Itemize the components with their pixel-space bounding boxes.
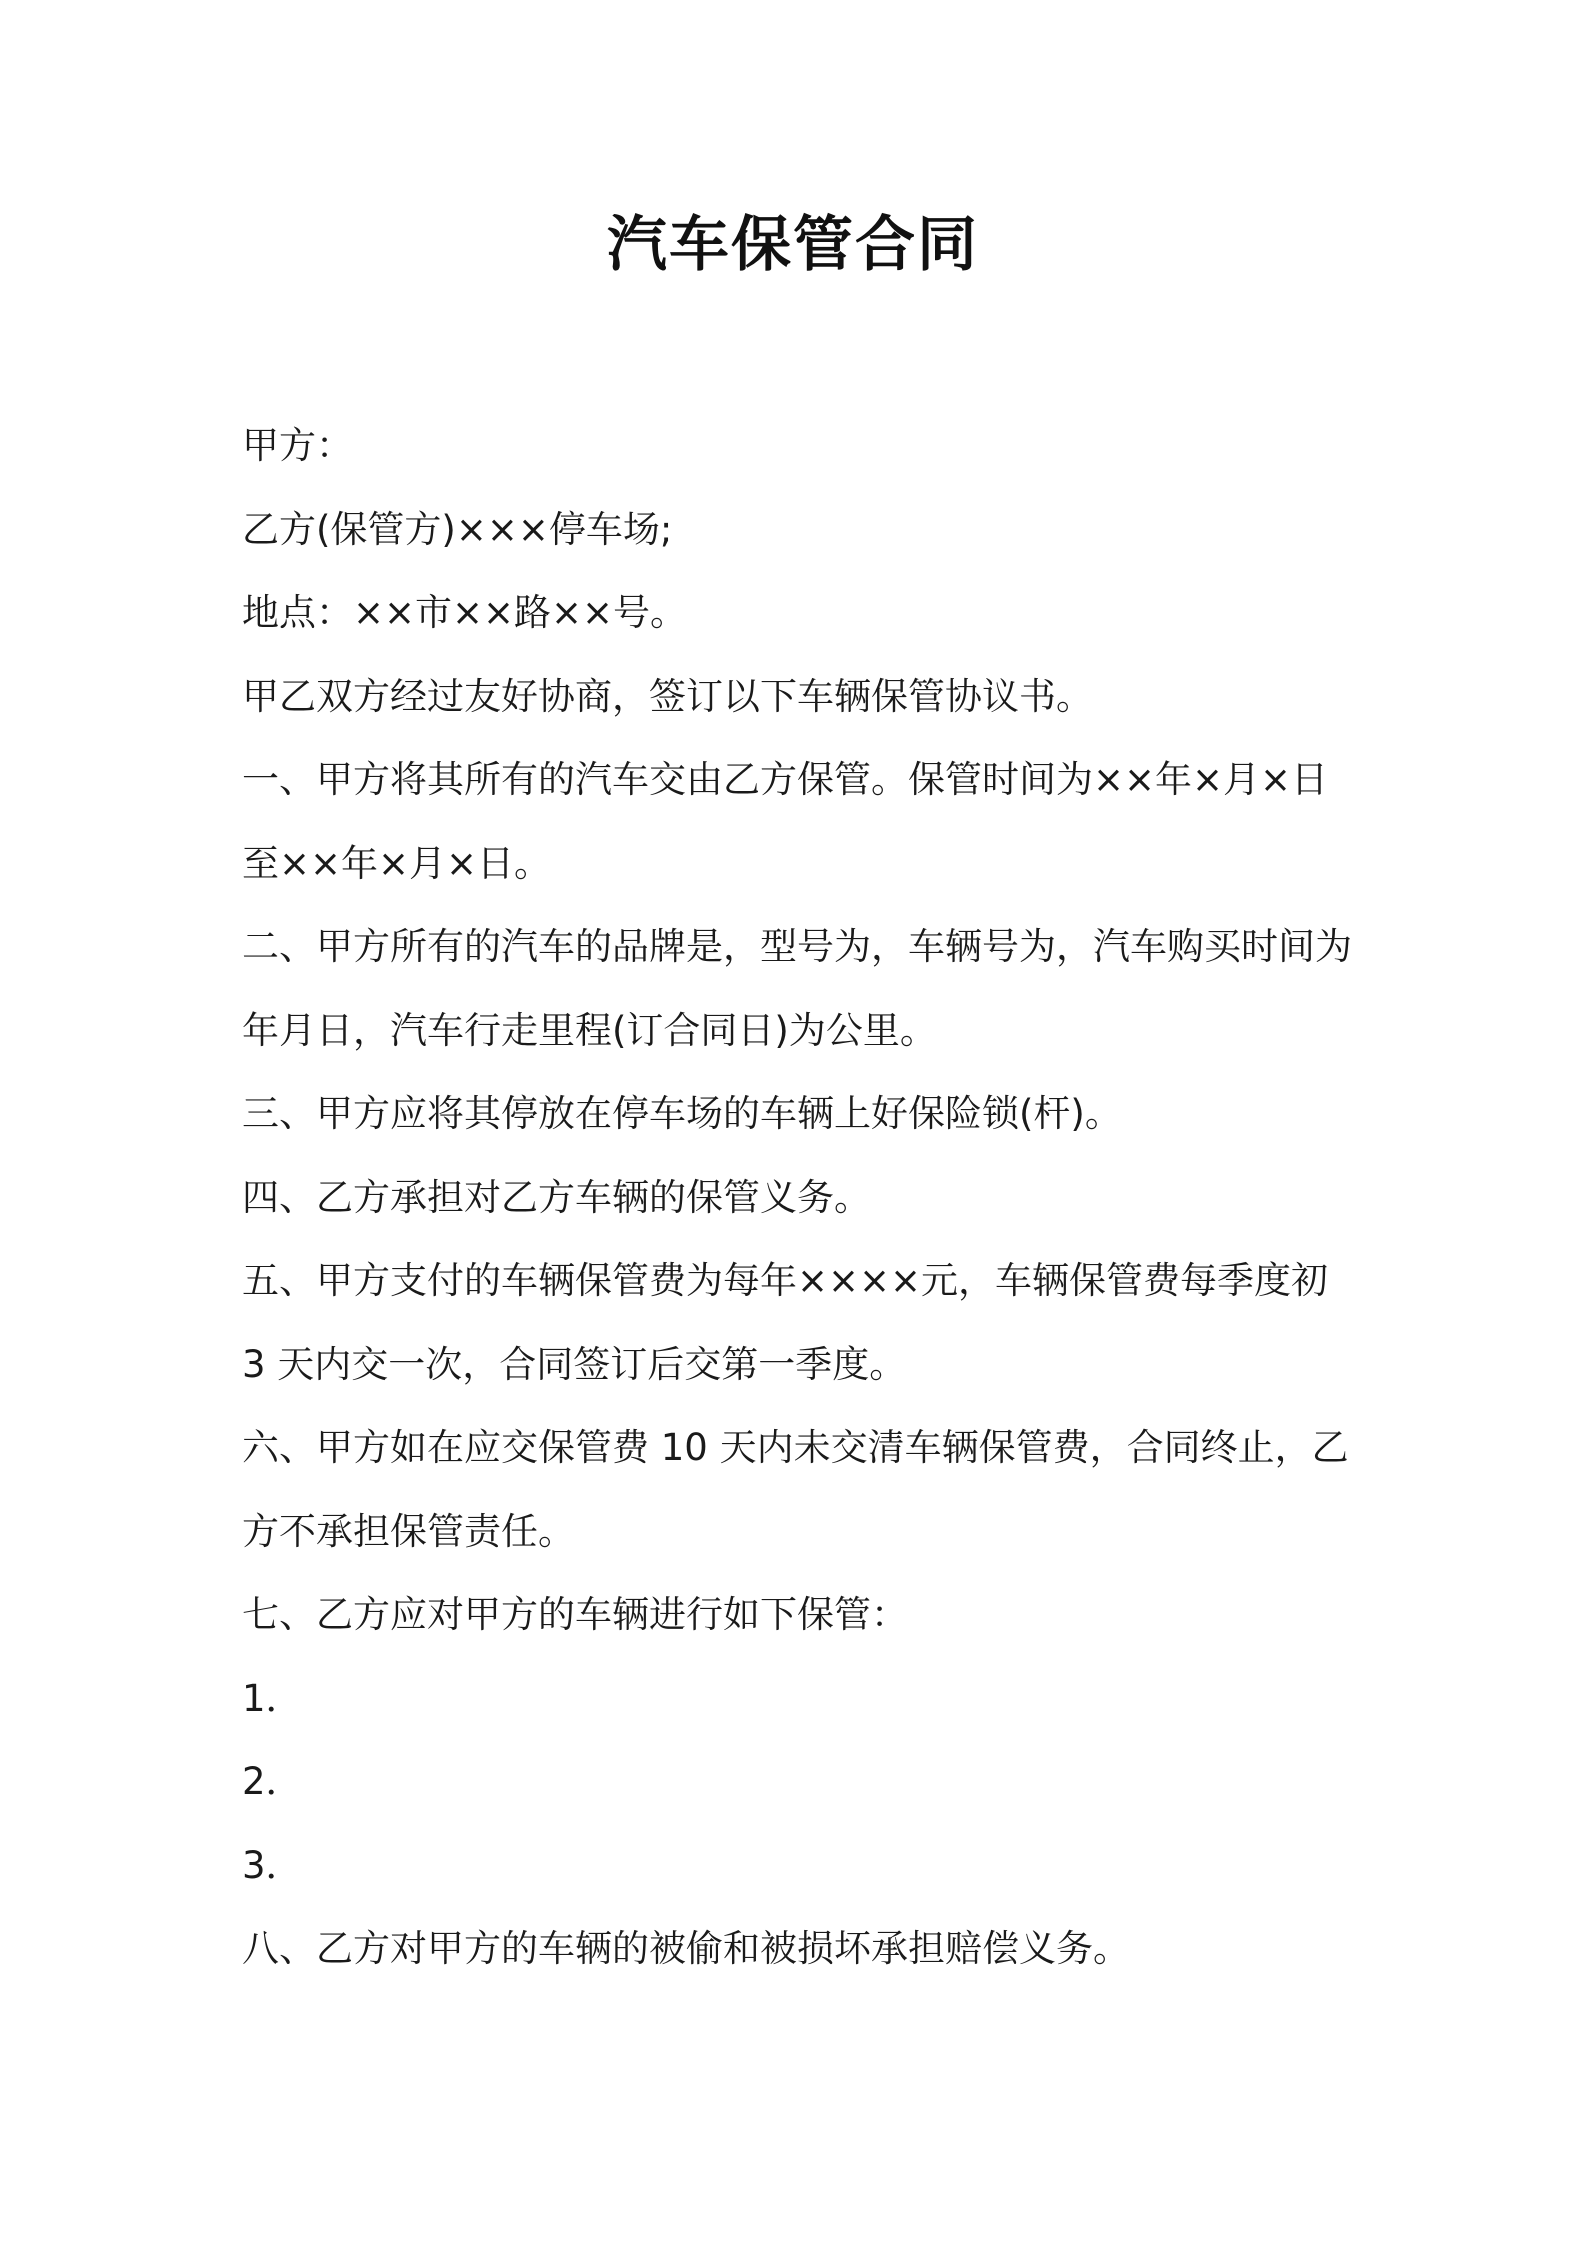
clause-7-line: 七、乙方应对甲方的车辆进行如下保管： [242, 1593, 908, 1636]
clause-5-line-1: 五、甲方支付的车辆保管费为每年××××元，车辆保管费每季度初 [242, 1259, 1329, 1302]
clause-6-line-2: 方不承担保管责任。 [242, 1509, 575, 1553]
preamble-line: 甲乙双方经过友好协商，签订以下车辆保管协议书。 [242, 674, 1093, 718]
clause-7-item-2: 2． [242, 1760, 303, 1803]
location-line: 地点：××市××路××号。 [242, 591, 688, 634]
party-b-line: 乙方(保管方)×××停车场; [242, 507, 673, 551]
clause-2-line-2: 年月日，汽车行走里程(订合同日)为公里。 [242, 1008, 937, 1052]
clause-5-line-2: 3 天内交一次，合同签订后交第一季度。 [242, 1342, 907, 1386]
document-title: 汽车保管合同 [607, 210, 979, 280]
clause-6-line-1: 六、甲方如在应交保管费 10 天内未交清车辆保管费，合同终止，乙 [242, 1426, 1349, 1469]
document-body [242, 404, 1362, 1991]
clause-7-item-1: 1． [242, 1676, 303, 1720]
clause-2-line-1: 二、甲方所有的汽车的品牌是，型号为，车辆号为，汽车购买时间为 [242, 925, 1352, 968]
party-a-line: 甲方： [242, 424, 353, 467]
clause-3-line: 三、甲方应将其停放在停车场的车辆上好保险锁(杆)。 [242, 1092, 1122, 1135]
clause-7-item-3: 3． [242, 1843, 303, 1887]
clause-4-line: 四、乙方承担对乙方车辆的保管义务。 [242, 1175, 871, 1219]
clause-1-line-2: 至××年×月×日。 [242, 841, 552, 885]
clause-1-line-1: 一、甲方将其所有的汽车交由乙方保管。保管时间为××年×月×日 [242, 758, 1329, 801]
clause-8-line: 八、乙方对甲方的车辆的被偷和被损坏承担赔偿义务。 [242, 1927, 1130, 1970]
